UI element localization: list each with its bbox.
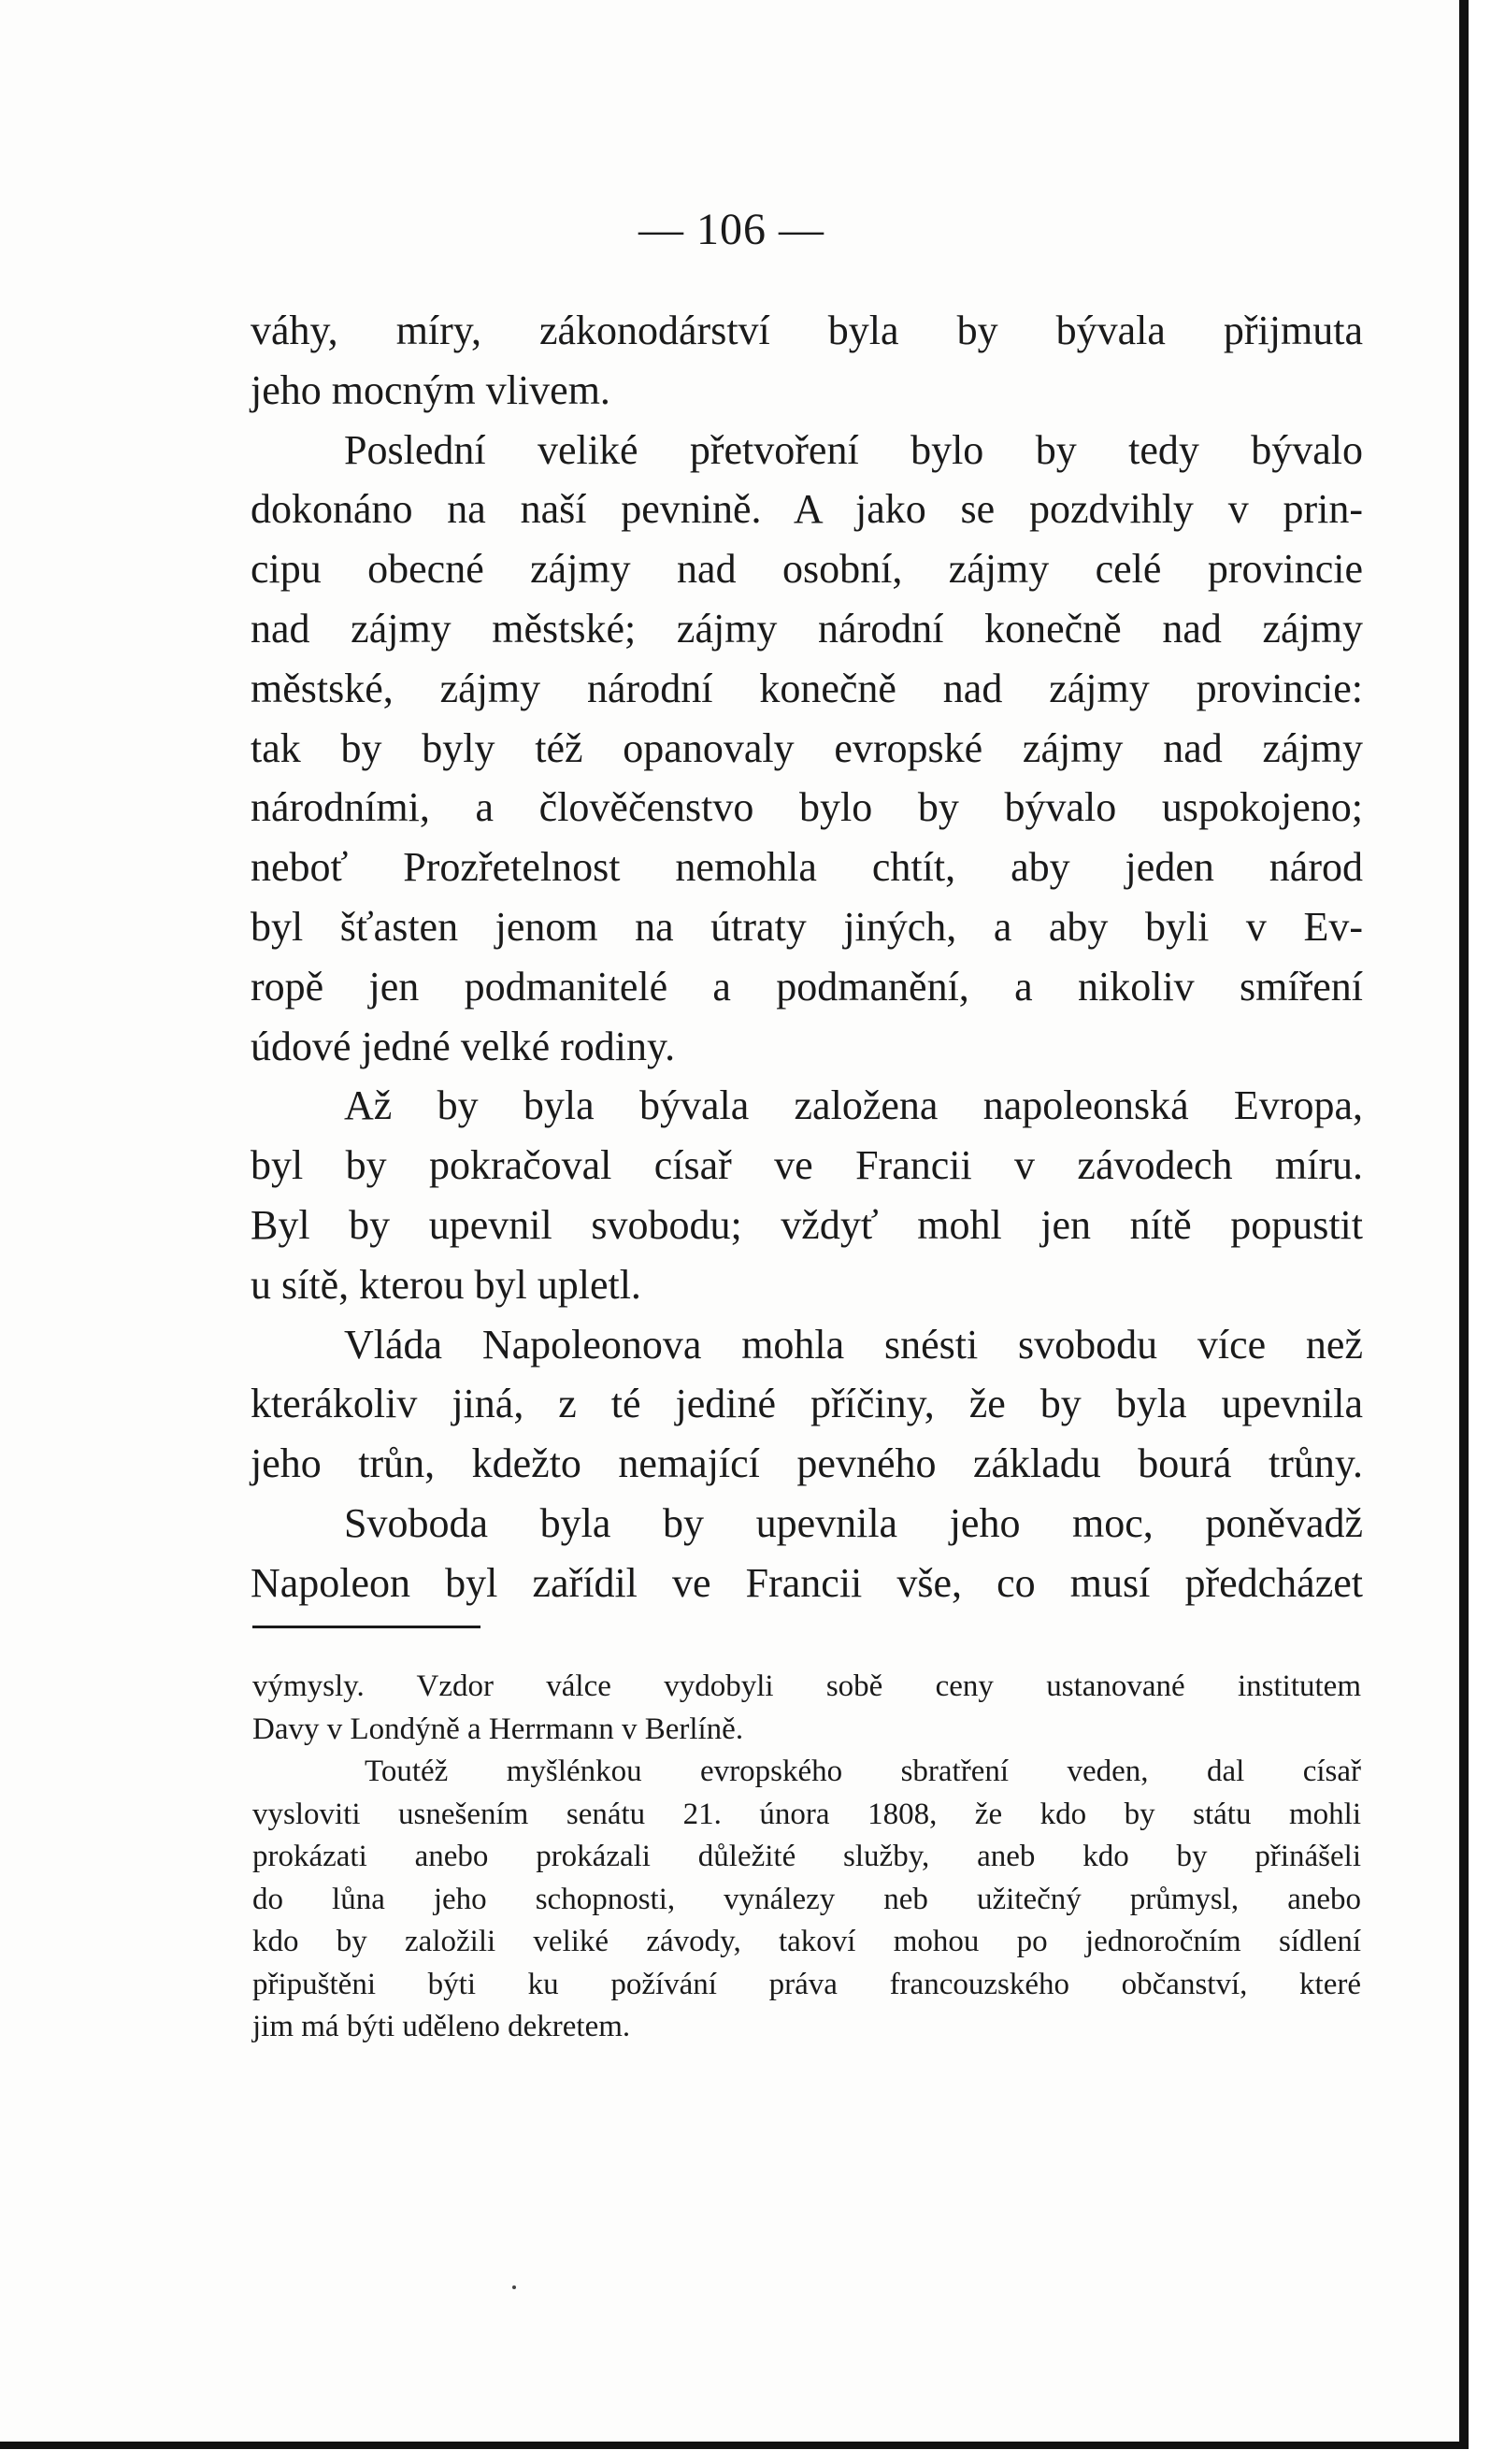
footnotes <box>252 1666 1361 2049</box>
footnote-line: kdo by založili veliké závody, takoví mohou po jednoročním sídlení <box>252 1925 1361 1958</box>
text-line: Napoleon byl zařídil ve Francii vše, co musí předcházet <box>251 1559 1363 1606</box>
footnote-line: vysloviti usnešením senátu 21. února 1808, že kdo by státu mohli <box>252 1797 1361 1831</box>
text-line: jeho mocným vlivem. <box>251 366 610 413</box>
text-line: ropě jen podmanitelé a podmanění, a nikoliv smíření <box>251 963 1363 1010</box>
footnote-line: jim má býti uděleno dekretem. <box>252 2010 631 2043</box>
text-line: městské, zájmy národní konečně nad zájmy provincie: <box>251 665 1363 711</box>
text-line: národními, a člověčenstvo bylo by bývalo uspokojeno; <box>251 784 1363 831</box>
ink-speck <box>512 2285 516 2289</box>
footnote-divider <box>252 1626 480 1628</box>
footnote-line: Toutéž myšlénkou evropského sbratření veden, dal císař <box>365 1755 1361 1788</box>
text-line: Až by byla bývala založena napoleonská Evropa, <box>344 1082 1363 1129</box>
main-text <box>251 301 1363 1613</box>
text-line: jeho trůn, kdežto nemající pevného základu bourá trůny. <box>251 1440 1363 1487</box>
footnote-line: Davy v Londýně a Herrmann v Berlíně. <box>252 1712 744 1746</box>
text-line: Vláda Napoleonova mohla snésti svobodu více než <box>344 1321 1363 1368</box>
text-line: kterákoliv jiná, z té jediné příčiny, že by byla upevnila <box>251 1381 1363 1427</box>
text-line: Byl by upevnil svobodu; vždyť mohl jen nítě popustit <box>251 1201 1363 1248</box>
footnote-line: připuštěni býti ku požívání práva francouzského občanství, které <box>252 1967 1361 2001</box>
text-line: údové jedné velké rodiny. <box>251 1023 676 1069</box>
text-line: tak by byly též opanovaly evropské zájmy nad zájmy <box>251 724 1363 771</box>
text-line: cipu obecné zájmy nad osobní, zájmy celé provincie <box>251 546 1363 593</box>
text-line: u sítě, kterou byl upletl. <box>251 1261 641 1308</box>
footnote-line: prokázati anebo prokázali důležité služby, aneb kdo by přinášeli <box>252 1840 1361 1873</box>
text-line: Svoboda byla by upevnila jeho moc, poněvadž <box>344 1499 1363 1546</box>
text-line: Poslední veliké přetvoření bylo by tedy bývalo <box>344 426 1363 473</box>
text-line: byl šťasten jenom na útraty jiných, a aby byli v Ev- <box>251 903 1363 950</box>
text-line: byl by pokračoval císař ve Francii v závodech míru. <box>251 1142 1363 1189</box>
text-line: neboť Prozřetelnost nemohla chtít, aby jeden národ <box>251 844 1363 891</box>
page-number: — 106 — <box>638 205 824 254</box>
footnote-line: do lůna jeho schopnosti, vynálezy neb užitečný průmysl, anebo <box>252 1882 1361 1916</box>
footnote-line: výmysly. Vzdor válce vydobyli sobě ceny ustanované institutem <box>252 1669 1361 1703</box>
text-line: váhy, míry, zákonodárství byla by bývala přijmuta <box>251 308 1363 353</box>
text-line: nad zájmy městské; zájmy národní konečně nad zájmy <box>251 605 1363 652</box>
text-line: dokonáno na naší pevnině. A jako se pozdvihly v prin- <box>251 486 1363 533</box>
